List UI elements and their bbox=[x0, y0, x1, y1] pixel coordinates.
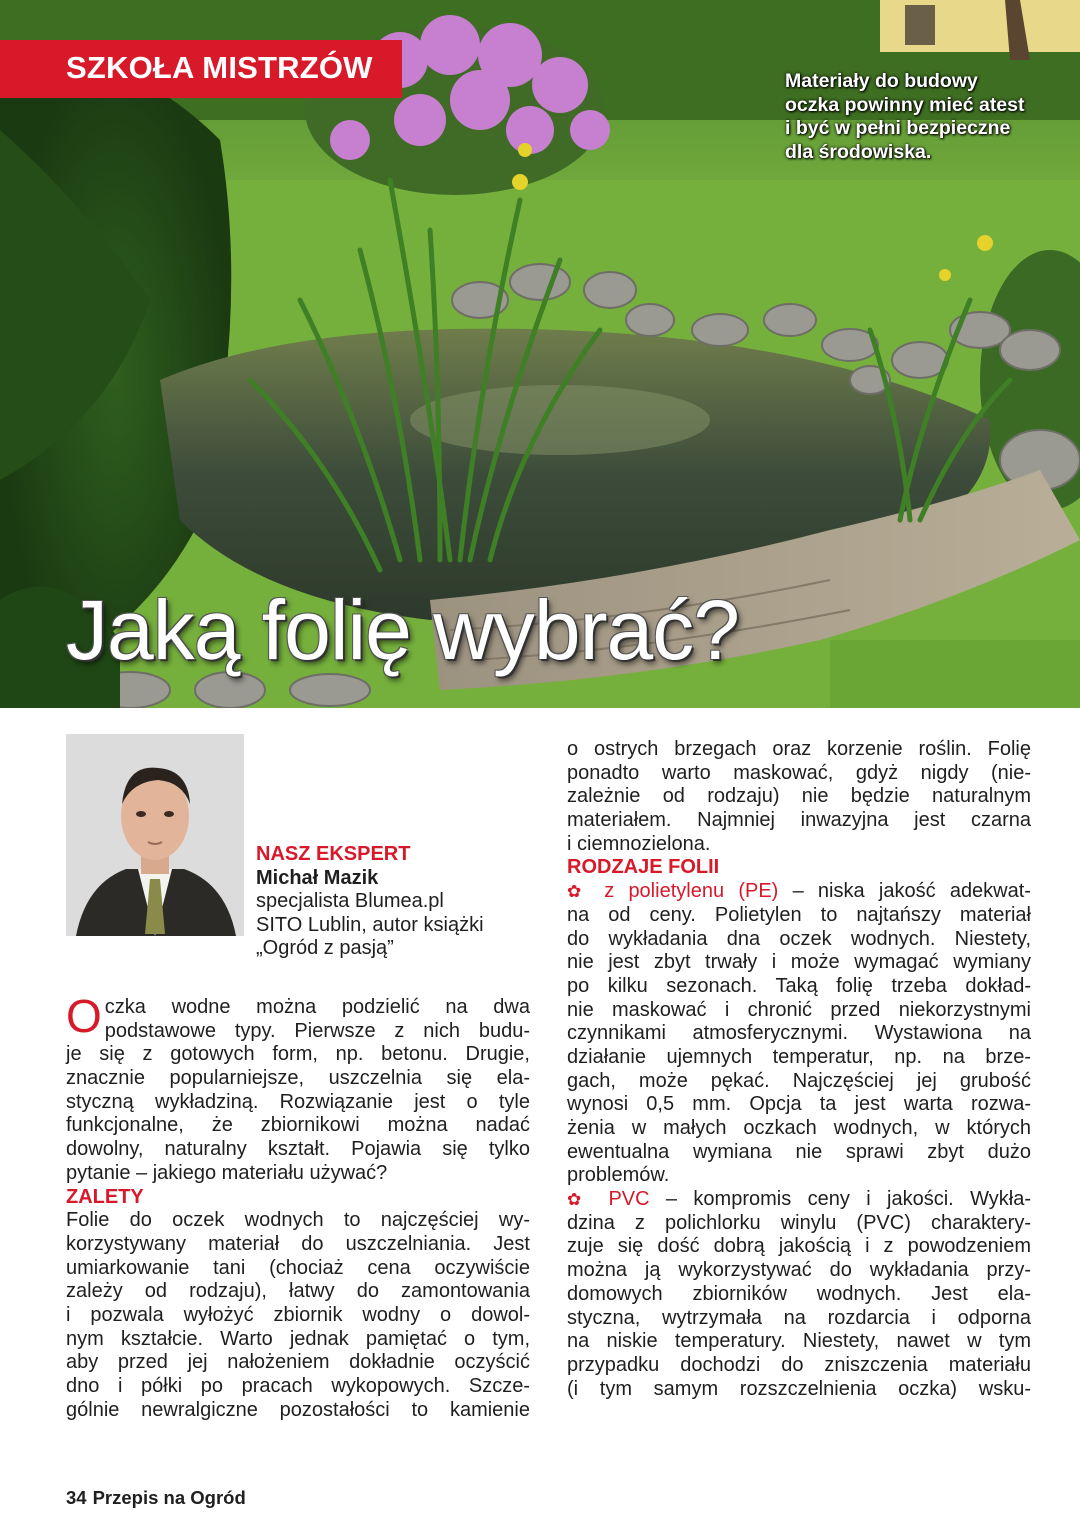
text-line: nie jest zbyt trwały i może wymagać wymiany bbox=[567, 951, 1031, 974]
text-line: gólnie newralgiczne pozostałości to kamienie bbox=[66, 1398, 530, 1421]
text-line: dno i półki po pracach wykopowych. Szcze- bbox=[66, 1375, 530, 1398]
text-line: styczna, wytrzymała na rozdarcia i odporna bbox=[567, 1306, 1031, 1329]
text-line: czynnikami atmosferycznymi. Wystawiona na bbox=[567, 1022, 1031, 1045]
text-line: żenia w małych oczkach wodnych, w których bbox=[567, 1117, 1031, 1139]
intro-first-block bbox=[66, 990, 530, 1043]
text-line: i ciemnozielona. bbox=[567, 832, 711, 855]
text-line: na niskie temperatury. Niestety, nawet w tym bbox=[567, 1330, 1031, 1353]
text-line: gach, może pękać. Najczęściej jej grubość bbox=[567, 1069, 1031, 1092]
text-line: na od ceny. Polietylen to najtańszy materiał bbox=[567, 903, 1031, 926]
expert-label: NASZ EKSPERT bbox=[256, 843, 411, 865]
text-line: domowych zbiorników wodnych. Jest ela- bbox=[567, 1282, 1031, 1305]
pe-first-text: – niska jakość adekwat- bbox=[778, 880, 1031, 903]
text-line: materiałem. Najmniej inwazyjna jest czarna bbox=[567, 809, 1031, 832]
text-line: korzystywany materiał do uszczelniania. Jest bbox=[66, 1232, 530, 1255]
text-line: zależy od rodzaju), łatwy do zamontowania bbox=[66, 1280, 530, 1303]
text-line: styczną wykładziną. Rozwiązanie jest o tyle bbox=[66, 1090, 530, 1113]
caption-line: Materiały do budowy bbox=[785, 70, 978, 92]
text-line: zależnie od rodzaju) nie będzie naturalnym bbox=[567, 785, 1031, 808]
text-line: działanie ujemnych temperatur, np. na brze- bbox=[567, 1045, 1031, 1068]
text-line: przypadku dochodzi do zniszczenia materiału bbox=[567, 1353, 1031, 1376]
photo-caption bbox=[785, 70, 1055, 164]
flower-bullet-icon: ✿ bbox=[567, 882, 590, 902]
text-line: (i tym samym rozszczelnienia oczka) wsku- bbox=[567, 1377, 1031, 1400]
expert-portrait bbox=[66, 734, 244, 936]
section-tag-label: SZKOŁA MISTRZÓW bbox=[66, 50, 373, 85]
text-line: zuje się dość dobrą jakością i z powodzeniem bbox=[567, 1235, 1031, 1258]
drop-cap: O bbox=[66, 990, 102, 1042]
text-line: problemów. bbox=[567, 1164, 670, 1187]
expert-name: Michał Mazik bbox=[256, 866, 379, 889]
magazine-name: Przepis na Ogród bbox=[92, 1487, 246, 1508]
text-line: dowolny, naturalny kształt. Pojawia się tylko bbox=[66, 1138, 530, 1161]
caption-line: dla środowiska. bbox=[785, 140, 932, 163]
pvc-first-line bbox=[567, 1188, 1031, 1212]
headline: Jaką folię wybrać? bbox=[66, 583, 739, 677]
expert-box bbox=[256, 843, 484, 961]
heading-advantages: ZALETY bbox=[66, 1185, 144, 1208]
text-line: aby przed jej nałożeniem dokładnie oczyścić bbox=[66, 1351, 530, 1374]
text-line: o ostrych brzegach oraz korzenie roślin. Folię bbox=[567, 738, 1031, 760]
text-line: je się z gotowych form, np. betonu. Drugie, bbox=[66, 1043, 530, 1066]
text-line: nie maskować i chronić przed niekorzystnymi bbox=[567, 998, 1031, 1021]
text-line: umiarkowanie tani (chociaż cena oczywiście bbox=[66, 1256, 530, 1279]
text-line: dzina z polichlorku winylu (PVC) charaktery- bbox=[567, 1211, 1031, 1234]
caption-line: oczka powinny mieć atest bbox=[785, 93, 1025, 116]
expert-role: SITO Lublin, autor książki bbox=[256, 913, 484, 936]
text-line: pytanie – jakiego materiału używać? bbox=[66, 1161, 388, 1184]
text-line: czka wodne można podzielić na dwa bbox=[104, 996, 530, 1018]
expert-role: specjalista Blumea.pl bbox=[256, 890, 444, 912]
text-line: ponadto warto maskować, gdyż nigdy (nie- bbox=[567, 761, 1031, 784]
right-column bbox=[567, 738, 1031, 1401]
text-line: ewentualna wymiana nie sprawi zbyt dużo bbox=[567, 1140, 1031, 1163]
expert-role: „Ogród z pasją” bbox=[256, 937, 394, 959]
text-line: nym kształcie. Warto jednak pamiętać o tym, bbox=[66, 1327, 530, 1350]
text-line: Folie do oczek wodnych to najczęściej wy- bbox=[66, 1209, 530, 1232]
text-line: wynosi 0,5 mm. Opcja ta jest warta rozwa- bbox=[567, 1093, 1031, 1116]
text-line: podstawowe typy. Pierwsze z nich budu- bbox=[104, 1019, 530, 1042]
text-line: po kilku sezonach. Taką folię trzeba dokład- bbox=[567, 974, 1031, 997]
left-column bbox=[66, 990, 530, 1422]
text-line: i pozwala wyłożyć zbiornik wodny o dowol- bbox=[66, 1303, 530, 1326]
pvc-label: PVC bbox=[608, 1188, 650, 1211]
text-line: do wykładania dna oczek wodnych. Niestety, bbox=[567, 927, 1031, 950]
page-footer bbox=[66, 1487, 246, 1509]
page-number: 34 bbox=[66, 1487, 87, 1508]
caption-line: i być w pełni bezpieczne bbox=[785, 117, 1011, 139]
heading-types: RODZAJE FOLII bbox=[567, 856, 720, 879]
flower-bullet-icon: ✿ bbox=[567, 1190, 593, 1210]
pe-first-line bbox=[567, 880, 1031, 904]
section-tag bbox=[0, 40, 402, 98]
text-line: funkcjonalne, że zbiornikowi można nadać bbox=[66, 1114, 530, 1137]
text-line: można ją wykorzystywać do wykładania przy- bbox=[567, 1259, 1031, 1282]
pe-label: z polietylenu (PE) bbox=[604, 880, 779, 903]
pvc-first-text: – kompromis ceny i jakości. Wykła- bbox=[649, 1188, 1031, 1211]
text-line: znacznie popularniejsze, uszczelnia się ela- bbox=[66, 1067, 530, 1090]
